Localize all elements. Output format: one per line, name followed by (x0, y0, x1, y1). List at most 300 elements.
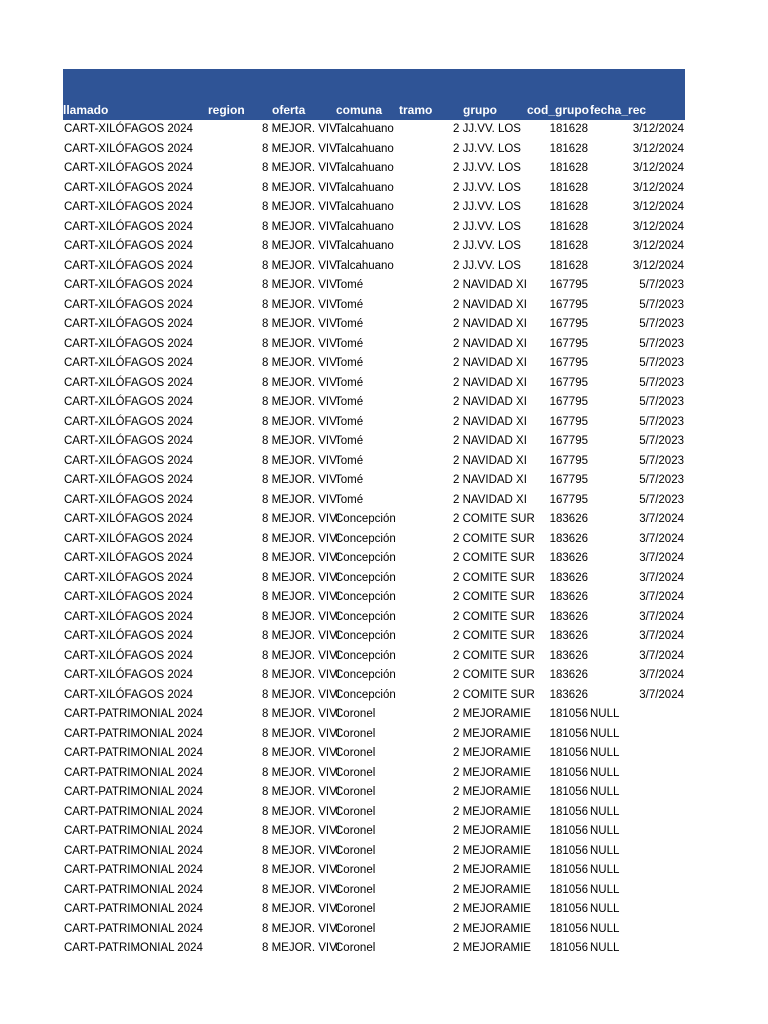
cell-comuna[interactable]: Tomé (335, 493, 364, 506)
cell-fecha-rec[interactable]: 3/12/2024 (632, 220, 684, 233)
cell-llamado[interactable]: CART-XILÓFAGOS 2024 (64, 454, 193, 467)
cell-fecha-rec[interactable]: 5/7/2023 (639, 454, 684, 467)
cell-llamado[interactable]: CART-XILÓFAGOS 2024 (64, 649, 193, 662)
cell-comuna[interactable]: Coronel (335, 922, 376, 935)
cell-llamado[interactable]: CART-PATRIMONIAL 2024 (64, 844, 203, 857)
cell-cod-grupo[interactable]: 167795 (549, 337, 588, 350)
cell-comuna[interactable]: Coronel (335, 883, 376, 896)
cell-oferta[interactable]: 8 MEJOR. VIVI (262, 454, 340, 467)
cell-llamado[interactable]: CART-XILÓFAGOS 2024 (64, 279, 193, 291)
cell-comuna[interactable]: Talcahuano (335, 142, 394, 155)
table-row (63, 822, 685, 842)
cell-fecha-rec[interactable]: NULL (590, 766, 620, 779)
cell-comuna[interactable]: Concepción (335, 571, 396, 584)
cell-oferta[interactable]: 8 MEJOR. VIVI (262, 571, 340, 584)
cell-comuna[interactable]: Talcahuano (335, 181, 394, 194)
cell-grupo[interactable]: 2 NAVIDAD XI (453, 357, 527, 369)
table-row (63, 608, 685, 628)
cell-oferta[interactable]: 8 MEJOR. VIVI (262, 337, 340, 350)
cell-oferta[interactable]: 8 MEJOR. VIVI (262, 669, 340, 681)
cell-oferta[interactable]: 8 MEJOR. VIVI (262, 552, 340, 564)
cell-fecha-rec[interactable]: NULL (590, 805, 620, 818)
cell-llamado[interactable]: CART-XILÓFAGOS 2024 (64, 123, 193, 135)
cell-grupo[interactable]: 2 MEJORAMIE (453, 942, 531, 954)
cell-comuna[interactable]: Concepción (335, 649, 396, 662)
cell-grupo[interactable]: 2 MEJORAMIE (453, 883, 531, 896)
cell-cod-grupo[interactable]: 181056 (549, 883, 588, 896)
cell-grupo[interactable]: 2 MEJORAMIE (453, 747, 531, 759)
cell-oferta[interactable]: 8 MEJOR. VIVI (262, 688, 340, 701)
cell-grupo[interactable]: 2 MEJORAMIE (453, 727, 531, 740)
cell-grupo[interactable]: 2 NAVIDAD XI (453, 396, 527, 408)
cell-fecha-rec[interactable]: NULL (590, 727, 620, 740)
cell-cod-grupo[interactable]: 181628 (549, 259, 588, 272)
cell-fecha-rec[interactable]: 5/7/2023 (639, 318, 684, 330)
cell-comuna[interactable]: Concepción (335, 532, 396, 545)
table-row (63, 393, 685, 413)
cell-fecha-rec[interactable]: NULL (590, 844, 620, 857)
cell-fecha-rec[interactable]: 5/7/2023 (639, 376, 684, 389)
cell-cod-grupo[interactable]: 181056 (549, 825, 588, 837)
cell-llamado[interactable]: CART-XILÓFAGOS 2024 (64, 610, 193, 623)
cell-llamado[interactable]: CART-XILÓFAGOS 2024 (64, 142, 193, 155)
table-row (63, 881, 685, 901)
cell-cod-grupo[interactable]: 181628 (549, 142, 588, 155)
header-comuna[interactable]: comuna (336, 103, 383, 117)
cell-cod-grupo[interactable]: 181056 (549, 942, 588, 954)
table-row (63, 140, 685, 160)
cell-grupo[interactable]: 2 NAVIDAD XI (453, 474, 527, 486)
cell-oferta[interactable]: 8 MEJOR. VIVI (262, 240, 340, 252)
cell-oferta[interactable]: 8 MEJOR. VIVI (262, 610, 340, 623)
cell-fecha-rec[interactable]: NULL (590, 864, 620, 876)
cell-cod-grupo[interactable]: 181056 (549, 844, 588, 857)
cell-llamado[interactable]: CART-XILÓFAGOS 2024 (64, 318, 193, 330)
cell-cod-grupo[interactable]: 183626 (549, 513, 588, 525)
cell-grupo[interactable]: 2 MEJORAMIE (453, 786, 531, 798)
cell-oferta[interactable]: 8 MEJOR. VIVI (262, 513, 340, 525)
cell-oferta[interactable]: 8 MEJOR. VIVI (262, 903, 340, 915)
cell-grupo[interactable]: 2 MEJORAMIE (453, 708, 531, 720)
cell-cod-grupo[interactable]: 181628 (549, 240, 588, 252)
cell-oferta[interactable]: 8 MEJOR. VIVI (262, 532, 340, 545)
cell-oferta[interactable]: 8 MEJOR. VIVI (262, 922, 340, 935)
cell-cod-grupo[interactable]: 181628 (549, 123, 588, 135)
cell-grupo[interactable]: 2 NAVIDAD XI (453, 337, 527, 350)
cell-cod-grupo[interactable]: 181056 (549, 805, 588, 818)
cell-fecha-rec[interactable]: NULL (590, 883, 620, 896)
cell-llamado[interactable]: CART-XILÓFAGOS 2024 (64, 688, 193, 701)
table-row (63, 705, 685, 725)
cell-fecha-rec[interactable]: NULL (590, 708, 620, 720)
cell-fecha-rec[interactable]: NULL (590, 786, 620, 798)
cell-grupo[interactable]: 2 MEJORAMIE (453, 766, 531, 779)
cell-fecha-rec[interactable]: 5/7/2023 (639, 279, 684, 291)
cell-fecha-rec[interactable]: 3/7/2024 (639, 649, 684, 662)
header-grupo[interactable]: grupo (463, 103, 497, 117)
cell-cod-grupo[interactable]: 181056 (549, 786, 588, 798)
table-row (63, 257, 685, 277)
cell-comuna[interactable]: Coronel (335, 864, 376, 876)
cell-grupo[interactable]: 2 JJ.VV. LOS (453, 123, 521, 135)
cell-grupo[interactable]: 2 JJ.VV. LOS (453, 240, 521, 252)
cell-oferta[interactable]: 8 MEJOR. VIVI (262, 649, 340, 662)
cell-fecha-rec[interactable]: 3/7/2024 (639, 571, 684, 584)
cell-cod-grupo[interactable]: 167795 (549, 318, 588, 330)
cell-oferta[interactable]: 8 MEJOR. VIVI (262, 376, 340, 389)
cell-llamado[interactable]: CART-PATRIMONIAL 2024 (64, 942, 203, 954)
cell-comuna[interactable]: Coronel (335, 708, 376, 720)
table-row (63, 315, 685, 335)
cell-oferta[interactable]: 8 MEJOR. VIVI (262, 396, 340, 408)
cell-grupo[interactable]: 2 COMITE SUR (453, 571, 535, 584)
cell-cod-grupo[interactable]: 183626 (549, 649, 588, 662)
cell-llamado[interactable]: CART-XILÓFAGOS 2024 (64, 669, 193, 681)
cell-comuna[interactable]: Tomé (335, 279, 364, 291)
cell-oferta[interactable]: 8 MEJOR. VIVI (262, 201, 340, 213)
table-row (63, 803, 685, 823)
cell-cod-grupo[interactable]: 181056 (549, 727, 588, 740)
cell-fecha-rec[interactable]: 3/12/2024 (632, 142, 684, 155)
cell-llamado[interactable]: CART-PATRIMONIAL 2024 (64, 825, 203, 837)
cell-grupo[interactable]: 2 COMITE SUR (453, 513, 535, 525)
cell-grupo[interactable]: 2 COMITE SUR (453, 532, 535, 545)
cell-llamado[interactable]: CART-XILÓFAGOS 2024 (64, 571, 193, 584)
cell-oferta[interactable]: 8 MEJOR. VIVI (262, 708, 340, 720)
table-header (63, 69, 685, 120)
cell-fecha-rec[interactable]: 3/7/2024 (639, 688, 684, 701)
cell-cod-grupo[interactable]: 167795 (549, 298, 588, 311)
cell-grupo[interactable]: 2 COMITE SUR (453, 630, 535, 642)
cell-llamado[interactable]: CART-XILÓFAGOS 2024 (64, 415, 193, 428)
cell-fecha-rec[interactable]: NULL (590, 903, 620, 915)
cell-llamado[interactable]: CART-PATRIMONIAL 2024 (64, 922, 203, 935)
header-oferta[interactable]: oferta (272, 103, 306, 117)
table-row (63, 627, 685, 647)
cell-comuna[interactable]: Concepción (335, 591, 396, 603)
cell-grupo[interactable]: 2 JJ.VV. LOS (453, 259, 521, 272)
table-row (63, 666, 685, 686)
cell-cod-grupo[interactable]: 167795 (549, 435, 588, 447)
cell-grupo[interactable]: 2 NAVIDAD XI (453, 415, 527, 428)
cell-cod-grupo[interactable]: 167795 (549, 396, 588, 408)
cell-cod-grupo[interactable]: 181056 (549, 903, 588, 915)
cell-llamado[interactable]: CART-XILÓFAGOS 2024 (64, 493, 193, 506)
cell-oferta[interactable]: 8 MEJOR. VIVI (262, 630, 340, 642)
table-row (63, 491, 685, 511)
cell-llamado[interactable]: CART-PATRIMONIAL 2024 (64, 903, 203, 915)
cell-fecha-rec[interactable]: 3/12/2024 (632, 181, 684, 194)
cell-fecha-rec[interactable]: 5/7/2023 (639, 357, 684, 369)
cell-comuna[interactable]: Concepción (335, 513, 396, 525)
cell-comuna[interactable]: Concepción (335, 669, 396, 681)
cell-comuna[interactable]: Concepción (335, 610, 396, 623)
cell-grupo[interactable]: 2 MEJORAMIE (453, 844, 531, 857)
header-tramo[interactable]: tramo (399, 103, 433, 117)
cell-comuna[interactable]: Tomé (335, 298, 364, 311)
cell-fecha-rec[interactable]: 3/7/2024 (639, 532, 684, 545)
cell-grupo[interactable]: 2 NAVIDAD XI (453, 376, 527, 389)
cell-comuna[interactable]: Concepción (335, 552, 396, 564)
cell-comuna[interactable]: Coronel (335, 766, 376, 779)
cell-cod-grupo[interactable]: 181056 (549, 922, 588, 935)
cell-llamado[interactable]: CART-XILÓFAGOS 2024 (64, 513, 193, 525)
cell-oferta[interactable]: 8 MEJOR. VIVI (262, 279, 340, 291)
table-row (63, 588, 685, 608)
cell-grupo[interactable]: 2 COMITE SUR (453, 591, 535, 603)
cell-llamado[interactable]: CART-PATRIMONIAL 2024 (64, 864, 203, 876)
cell-llamado[interactable]: CART-XILÓFAGOS 2024 (64, 240, 193, 252)
header-region[interactable]: region (208, 103, 245, 117)
cell-oferta[interactable]: 8 MEJOR. VIVI (262, 123, 340, 135)
cell-cod-grupo[interactable]: 183626 (549, 688, 588, 701)
cell-fecha-rec[interactable]: 3/12/2024 (632, 240, 684, 252)
cell-llamado[interactable]: CART-PATRIMONIAL 2024 (64, 786, 203, 798)
cell-grupo[interactable]: 2 MEJORAMIE (453, 825, 531, 837)
table-body (63, 120, 685, 959)
cell-fecha-rec[interactable]: 5/7/2023 (639, 337, 684, 350)
table-row (63, 861, 685, 881)
cell-oferta[interactable]: 8 MEJOR. VIVI (262, 786, 340, 798)
cell-llamado[interactable]: CART-XILÓFAGOS 2024 (64, 376, 193, 389)
cell-cod-grupo[interactable]: 167795 (549, 454, 588, 467)
cell-grupo[interactable]: 2 NAVIDAD XI (453, 318, 527, 330)
cell-oferta[interactable]: 8 MEJOR. VIVI (262, 766, 340, 779)
table-row (63, 569, 685, 589)
cell-cod-grupo[interactable]: 181628 (549, 220, 588, 233)
cell-cod-grupo[interactable]: 181056 (549, 766, 588, 779)
cell-llamado[interactable]: CART-XILÓFAGOS 2024 (64, 630, 193, 642)
cell-llamado[interactable]: CART-XILÓFAGOS 2024 (64, 220, 193, 233)
cell-fecha-rec[interactable]: NULL (590, 942, 620, 954)
cell-fecha-rec[interactable]: 3/7/2024 (639, 610, 684, 623)
cell-comuna[interactable]: Tomé (335, 474, 364, 486)
cell-oferta[interactable]: 8 MEJOR. VIVI (262, 474, 340, 486)
cell-cod-grupo[interactable]: 181056 (549, 864, 588, 876)
cell-llamado[interactable]: CART-XILÓFAGOS 2024 (64, 259, 193, 272)
header-fecha-rec[interactable]: fecha_rec (590, 103, 647, 117)
cell-llamado[interactable]: CART-PATRIMONIAL 2024 (64, 766, 203, 779)
cell-comuna[interactable]: Tomé (335, 318, 364, 330)
cell-llamado[interactable]: CART-XILÓFAGOS 2024 (64, 532, 193, 545)
cell-fecha-rec[interactable]: 5/7/2023 (639, 493, 684, 506)
cell-llamado[interactable]: CART-XILÓFAGOS 2024 (64, 181, 193, 194)
cell-llamado[interactable]: CART-XILÓFAGOS 2024 (64, 298, 193, 311)
cell-oferta[interactable]: 8 MEJOR. VIVI (262, 435, 340, 447)
table-row (63, 276, 685, 296)
cell-fecha-rec[interactable]: 3/7/2024 (639, 669, 684, 681)
cell-grupo[interactable]: 2 COMITE SUR (453, 610, 535, 623)
cell-oferta[interactable]: 8 MEJOR. VIVI (262, 142, 340, 155)
cell-comuna[interactable]: Tomé (335, 415, 364, 428)
cell-oferta[interactable]: 8 MEJOR. VIVI (262, 825, 340, 837)
cell-grupo[interactable]: 2 MEJORAMIE (453, 903, 531, 915)
cell-grupo[interactable]: 2 JJ.VV. LOS (453, 181, 521, 194)
table-row (63, 744, 685, 764)
cell-comuna[interactable]: Coronel (335, 903, 376, 915)
header-llamado[interactable]: llamado (63, 103, 109, 117)
cell-oferta[interactable]: 8 MEJOR. VIVI (262, 318, 340, 330)
cell-comuna[interactable]: Talcahuano (335, 220, 394, 233)
cell-fecha-rec[interactable]: 5/7/2023 (639, 415, 684, 428)
cell-grupo[interactable]: 2 NAVIDAD XI (453, 279, 527, 291)
cell-cod-grupo[interactable]: 183626 (549, 571, 588, 584)
cell-llamado[interactable]: CART-XILÓFAGOS 2024 (64, 396, 193, 408)
cell-llamado[interactable]: CART-PATRIMONIAL 2024 (64, 708, 203, 720)
header-cod-grupo[interactable]: cod_grupo (527, 103, 589, 117)
table-row (63, 452, 685, 472)
cell-comuna[interactable]: Talcahuano (335, 240, 394, 252)
cell-oferta[interactable]: 8 MEJOR. VIVI (262, 844, 340, 857)
cell-fecha-rec[interactable]: 3/12/2024 (632, 162, 684, 174)
table-row (63, 413, 685, 433)
cell-fecha-rec[interactable]: 5/7/2023 (639, 435, 684, 447)
cell-grupo[interactable]: 2 JJ.VV. LOS (453, 201, 521, 213)
cell-comuna[interactable]: Tomé (335, 337, 364, 350)
cell-fecha-rec[interactable]: 3/12/2024 (632, 259, 684, 272)
cell-grupo[interactable]: 2 MEJORAMIE (453, 922, 531, 935)
cell-grupo[interactable]: 2 JJ.VV. LOS (453, 142, 521, 155)
cell-grupo[interactable]: 2 MEJORAMIE (453, 805, 531, 818)
cell-fecha-rec[interactable]: NULL (590, 922, 620, 935)
cell-oferta[interactable]: 8 MEJOR. VIVI (262, 415, 340, 428)
cell-llamado[interactable]: CART-PATRIMONIAL 2024 (64, 747, 203, 759)
cell-cod-grupo[interactable]: 167795 (549, 279, 588, 291)
cell-llamado[interactable]: CART-PATRIMONIAL 2024 (64, 883, 203, 896)
table-row (63, 939, 685, 959)
cell-fecha-rec[interactable]: 3/12/2024 (632, 201, 684, 213)
cell-cod-grupo[interactable]: 183626 (549, 532, 588, 545)
cell-grupo[interactable]: 2 MEJORAMIE (453, 864, 531, 876)
cell-cod-grupo[interactable]: 183626 (549, 591, 588, 603)
cell-grupo[interactable]: 2 NAVIDAD XI (453, 454, 527, 467)
cell-cod-grupo[interactable]: 181628 (549, 162, 588, 174)
cell-cod-grupo[interactable]: 167795 (549, 474, 588, 486)
cell-grupo[interactable]: 2 COMITE SUR (453, 649, 535, 662)
cell-comuna[interactable]: Coronel (335, 942, 376, 954)
cell-comuna[interactable]: Coronel (335, 825, 376, 837)
cell-grupo[interactable]: 2 NAVIDAD XI (453, 298, 527, 311)
cell-fecha-rec[interactable]: 5/7/2023 (639, 298, 684, 311)
cell-cod-grupo[interactable]: 181628 (549, 181, 588, 194)
cell-grupo[interactable]: 2 COMITE SUR (453, 669, 535, 681)
cell-llamado[interactable]: CART-XILÓFAGOS 2024 (64, 591, 193, 603)
cell-fecha-rec[interactable]: 3/12/2024 (632, 123, 684, 135)
cell-comuna[interactable]: Talcahuano (335, 162, 394, 174)
cell-oferta[interactable]: 8 MEJOR. VIVI (262, 298, 340, 311)
table-row (63, 471, 685, 491)
table-row (63, 920, 685, 940)
cell-llamado[interactable]: CART-PATRIMONIAL 2024 (64, 727, 203, 740)
cell-oferta[interactable]: 8 MEJOR. VIVI (262, 220, 340, 233)
cell-llamado[interactable]: CART-PATRIMONIAL 2024 (64, 805, 203, 818)
cell-oferta[interactable]: 8 MEJOR. VIVI (262, 162, 340, 174)
cell-llamado[interactable]: CART-XILÓFAGOS 2024 (64, 474, 193, 486)
table-row (63, 842, 685, 862)
cell-comuna[interactable]: Tomé (335, 396, 364, 408)
table-row (63, 764, 685, 784)
cell-comuna[interactable]: Talcahuano (335, 123, 394, 135)
cell-oferta[interactable]: 8 MEJOR. VIVI (262, 805, 340, 818)
cell-oferta[interactable]: 8 MEJOR. VIVI (262, 942, 340, 954)
cell-grupo[interactable]: 2 JJ.VV. LOS (453, 162, 521, 174)
table-row (63, 725, 685, 745)
cell-oferta[interactable]: 8 MEJOR. VIVI (262, 259, 340, 272)
cell-fecha-rec[interactable]: NULL (590, 747, 620, 759)
table-row (63, 530, 685, 550)
cell-cod-grupo[interactable]: 181056 (549, 747, 588, 759)
cell-oferta[interactable]: 8 MEJOR. VIVI (262, 591, 340, 603)
table-row (63, 374, 685, 394)
cell-comuna[interactable]: Coronel (335, 727, 376, 740)
cell-comuna[interactable]: Concepción (335, 688, 396, 701)
cell-cod-grupo[interactable]: 167795 (549, 493, 588, 506)
cell-oferta[interactable]: 8 MEJOR. VIVI (262, 493, 340, 506)
cell-grupo[interactable]: 2 JJ.VV. LOS (453, 220, 521, 233)
cell-comuna[interactable]: Concepción (335, 630, 396, 642)
cell-oferta[interactable]: 8 MEJOR. VIVI (262, 747, 340, 759)
cell-cod-grupo[interactable]: 183626 (549, 630, 588, 642)
table-row (63, 335, 685, 355)
cell-llamado[interactable]: CART-XILÓFAGOS 2024 (64, 201, 193, 213)
cell-cod-grupo[interactable]: 181628 (549, 201, 588, 213)
cell-comuna[interactable]: Tomé (335, 376, 364, 389)
cell-fecha-rec[interactable]: 3/7/2024 (639, 552, 684, 564)
cell-comuna[interactable]: Coronel (335, 747, 376, 759)
cell-llamado[interactable]: CART-XILÓFAGOS 2024 (64, 435, 193, 447)
cell-fecha-rec[interactable]: 5/7/2023 (639, 396, 684, 408)
cell-fecha-rec[interactable]: NULL (590, 825, 620, 837)
cell-cod-grupo[interactable]: 167795 (549, 376, 588, 389)
cell-comuna[interactable]: Tomé (335, 454, 364, 467)
cell-comuna[interactable]: Tomé (335, 357, 364, 369)
cell-grupo[interactable]: 2 COMITE SUR (453, 688, 535, 701)
cell-comuna[interactable]: Talcahuano (335, 259, 394, 272)
cell-cod-grupo[interactable]: 183626 (549, 669, 588, 681)
cell-llamado[interactable]: CART-XILÓFAGOS 2024 (64, 337, 193, 350)
cell-grupo[interactable]: 2 NAVIDAD XI (453, 435, 527, 447)
cell-cod-grupo[interactable]: 167795 (549, 415, 588, 428)
cell-llamado[interactable]: CART-XILÓFAGOS 2024 (64, 552, 193, 564)
cell-llamado[interactable]: CART-XILÓFAGOS 2024 (64, 357, 193, 369)
cell-oferta[interactable]: 8 MEJOR. VIVI (262, 727, 340, 740)
table-row (63, 179, 685, 199)
cell-fecha-rec[interactable]: 5/7/2023 (639, 474, 684, 486)
cell-comuna[interactable]: Coronel (335, 805, 376, 818)
cell-oferta[interactable]: 8 MEJOR. VIVI (262, 883, 340, 896)
cell-cod-grupo[interactable]: 183626 (549, 610, 588, 623)
cell-cod-grupo[interactable]: 183626 (549, 552, 588, 564)
cell-comuna[interactable]: Coronel (335, 786, 376, 798)
cell-oferta[interactable]: 8 MEJOR. VIVI (262, 181, 340, 194)
spreadsheet (63, 69, 685, 959)
cell-cod-grupo[interactable]: 167795 (549, 357, 588, 369)
cell-comuna[interactable]: Tomé (335, 435, 364, 447)
cell-fecha-rec[interactable]: 3/7/2024 (639, 591, 684, 603)
cell-cod-grupo[interactable]: 181056 (549, 708, 588, 720)
cell-llamado[interactable]: CART-XILÓFAGOS 2024 (64, 162, 193, 174)
table-row (63, 159, 685, 179)
table-row (63, 120, 685, 140)
cell-oferta[interactable]: 8 MEJOR. VIVI (262, 864, 340, 876)
cell-grupo[interactable]: 2 NAVIDAD XI (453, 493, 527, 506)
cell-comuna[interactable]: Coronel (335, 844, 376, 857)
cell-grupo[interactable]: 2 COMITE SUR (453, 552, 535, 564)
cell-fecha-rec[interactable]: 3/7/2024 (639, 513, 684, 525)
cell-comuna[interactable]: Talcahuano (335, 201, 394, 213)
cell-oferta[interactable]: 8 MEJOR. VIVI (262, 357, 340, 369)
cell-fecha-rec[interactable]: 3/7/2024 (639, 630, 684, 642)
